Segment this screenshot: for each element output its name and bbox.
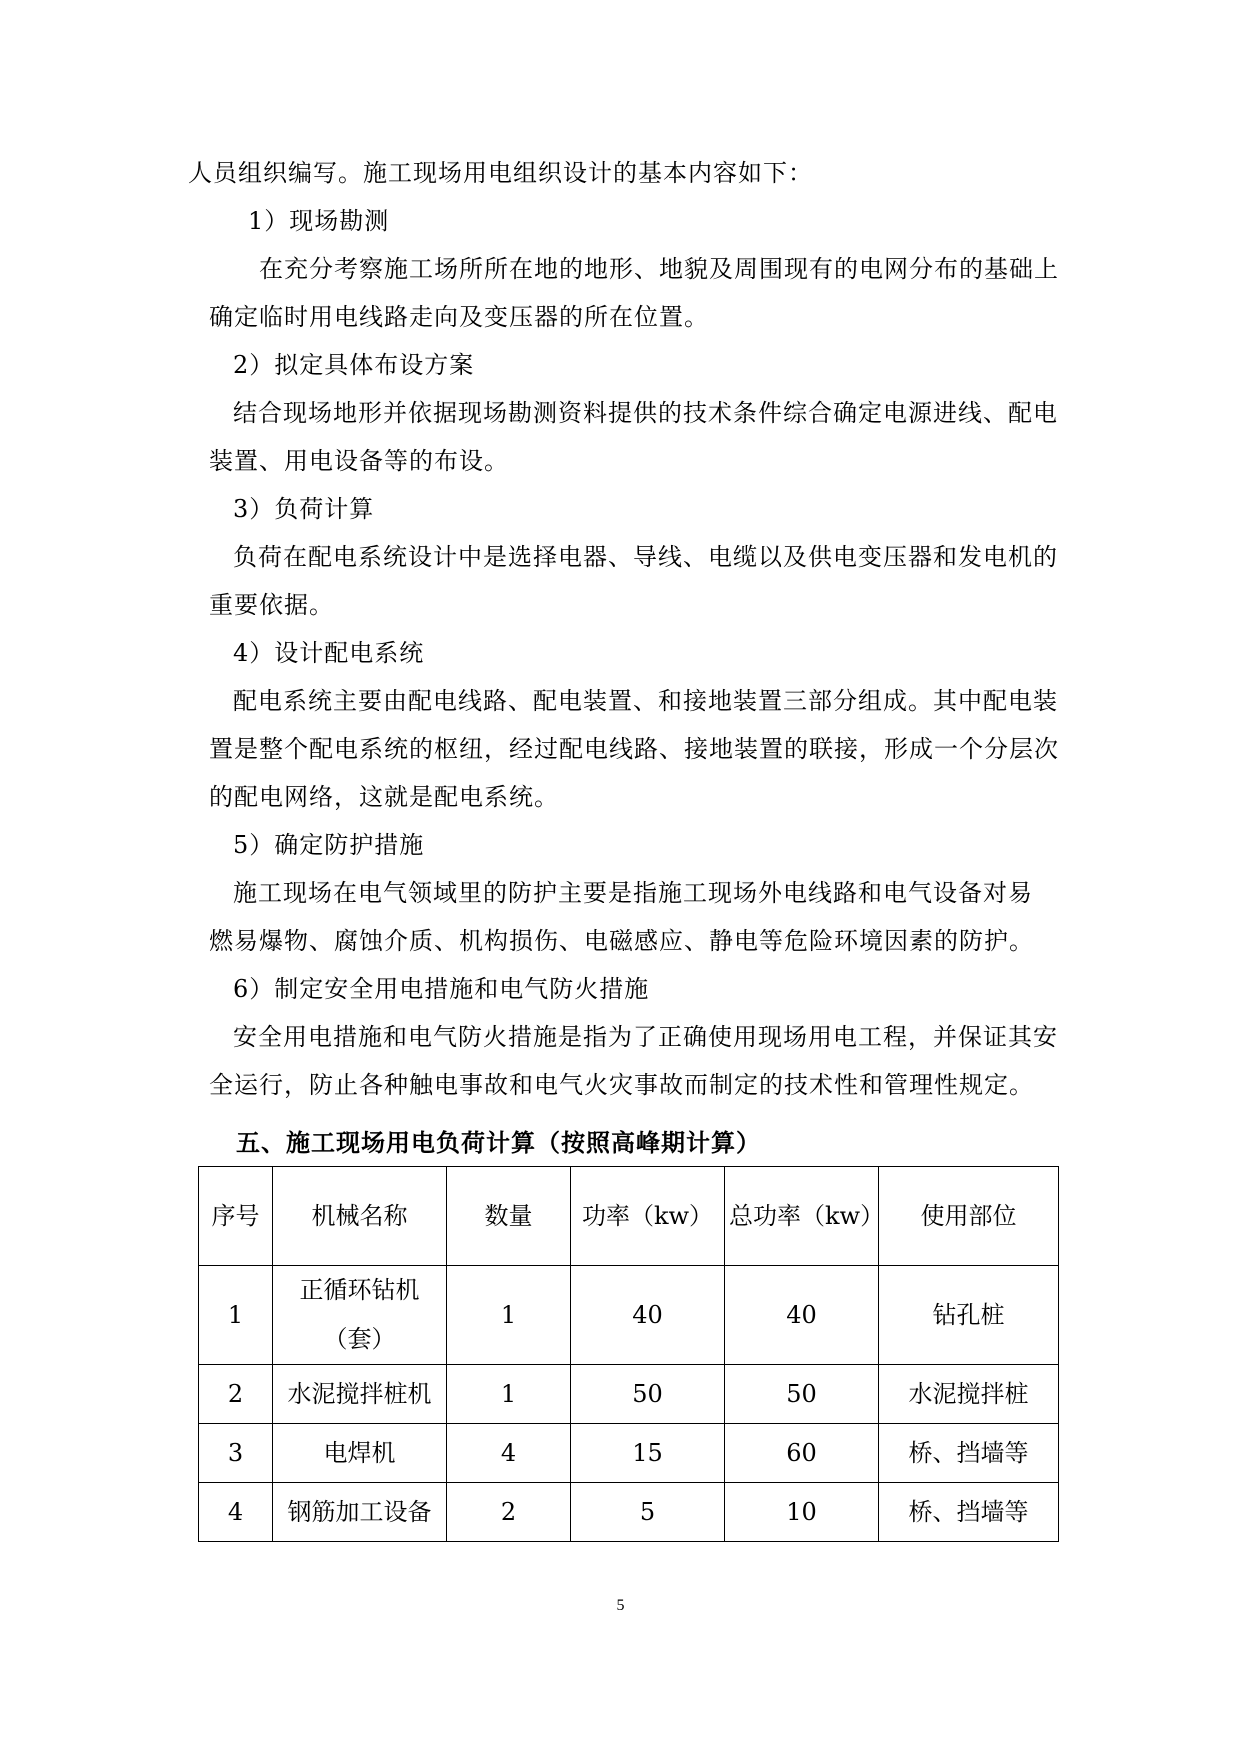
list-heading: 3）负荷计算 [233, 495, 375, 523]
list-heading: 5）确定防护措施 [233, 831, 425, 859]
paragraph-line: 全运行，防止各种触电事故和电气火灾事故而制定的技术性和管理性规定。 [209, 1071, 1034, 1099]
table-cell: 钻孔桩 [879, 1266, 1059, 1365]
paragraph-line: 安全用电措施和电气防火措施是指为了正确使用现场用电工程，并保证其安 [233, 1023, 1058, 1051]
page-number: 5 [616, 1597, 625, 1614]
table-cell: 50 [571, 1365, 725, 1424]
section-heading: 五、施工现场用电负荷计算（按照高峰期计算） [236, 1128, 761, 1157]
list-heading: 6）制定安全用电措施和电气防火措施 [233, 975, 650, 1003]
table-cell: 40 [725, 1266, 879, 1365]
paragraph-line: 负荷在配电系统设计中是选择电器、导线、电缆以及供电变压器和发电机的 [233, 543, 1058, 571]
table-cell: 桥、挡墙等 [879, 1483, 1059, 1542]
header-cell: 数量 [447, 1167, 571, 1266]
table-row [199, 1266, 1059, 1365]
paragraph-line: 重要依据。 [209, 591, 334, 619]
load-calculation-table [198, 1166, 1059, 1542]
table-cell: 1 [447, 1266, 571, 1365]
header-cell: 总功率（kw） [725, 1167, 879, 1266]
table-cell: 4 [447, 1424, 571, 1483]
table-cell: 10 [725, 1483, 879, 1542]
paragraph-line: 的配电网络，这就是配电系统。 [209, 783, 559, 811]
paragraph-line: 置是整个配电系统的枢纽，经过配电线路、接地装置的联接，形成一个分层次 [209, 735, 1059, 763]
table-row [199, 1424, 1059, 1483]
table-row [199, 1483, 1059, 1542]
table-cell: 3 [199, 1424, 273, 1483]
table-cell: 4 [199, 1483, 273, 1542]
table-cell: 5 [571, 1483, 725, 1542]
table-cell: 50 [725, 1365, 879, 1424]
table-cell: 钢筋加工设备 [273, 1483, 447, 1542]
header-cell: 使用部位 [879, 1167, 1059, 1266]
list-heading: 4）设计配电系统 [233, 639, 425, 667]
table-header-row [199, 1167, 1059, 1266]
table-cell: 电焊机 [273, 1424, 447, 1483]
table-cell: 1 [447, 1365, 571, 1424]
table-cell: 水泥搅拌桩 [879, 1365, 1059, 1424]
paragraph-line: 结合现场地形并依据现场勘测资料提供的技术条件综合确定电源进线、配电 [233, 399, 1058, 427]
paragraph-line: 燃易爆物、腐蚀介质、机构损伤、电磁感应、静电等危险环境因素的防护。 [209, 927, 1034, 955]
list-heading: 1）现场勘测 [248, 207, 390, 235]
table-cell: 60 [725, 1424, 879, 1483]
table-cell: 15 [571, 1424, 725, 1483]
table-cell: 水泥搅拌桩机 [273, 1365, 447, 1424]
header-cell: 功率（kw） [571, 1167, 725, 1266]
table-cell: 1 [199, 1266, 273, 1365]
paragraph-line: 在充分考察施工场所所在地的地形、地貌及周围现有的电网分布的基础上 [259, 255, 1059, 283]
paragraph-line: 人员组织编写。施工现场用电组织设计的基本内容如下： [188, 159, 813, 187]
table-cell: 正循环钻机（套） [273, 1266, 447, 1365]
paragraph-line: 配电系统主要由配电线路、配电装置、和接地装置三部分组成。其中配电装 [233, 687, 1058, 715]
paragraph-line: 施工现场在电气领域里的防护主要是指施工现场外电线路和电气设备对易 [233, 879, 1033, 907]
header-cell: 机械名称 [273, 1167, 447, 1266]
table-cell: 40 [571, 1266, 725, 1365]
table-cell: 2 [199, 1365, 273, 1424]
table-row [199, 1365, 1059, 1424]
paragraph-line: 装置、用电设备等的布设。 [209, 447, 509, 475]
list-heading: 2）拟定具体布设方案 [233, 351, 475, 379]
table-cell: 桥、挡墙等 [879, 1424, 1059, 1483]
paragraph-line: 确定临时用电线路走向及变压器的所在位置。 [209, 303, 709, 331]
table-cell: 2 [447, 1483, 571, 1542]
header-cell: 序号 [199, 1167, 273, 1266]
